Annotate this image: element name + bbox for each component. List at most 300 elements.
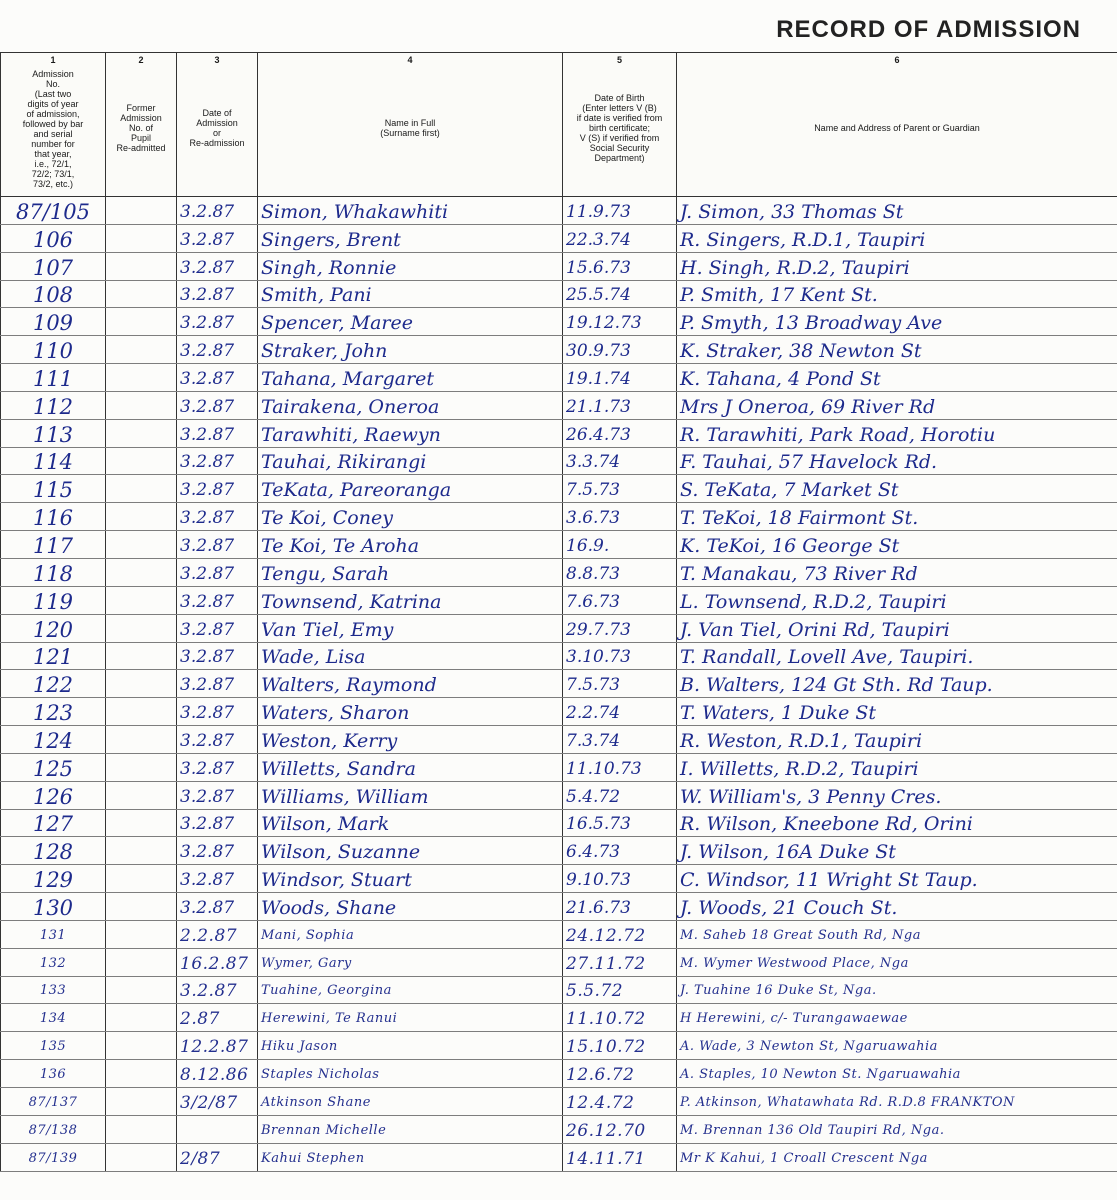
table-row (1, 1032, 1117, 1060)
former-no-cell (106, 642, 177, 670)
admission-date-cell (177, 558, 258, 586)
handwritten-entry: 3.2.87 (180, 535, 235, 556)
former-no-cell (106, 1032, 177, 1060)
admission-no-cell (1, 781, 106, 809)
parent-address-cell (677, 1115, 1117, 1143)
former-no-cell (106, 503, 177, 531)
handwritten-entry: 128 (32, 840, 74, 865)
handwritten-entry: 12.4.72 (566, 1092, 635, 1113)
handwritten-entry: 24.12.72 (566, 925, 646, 946)
former-no-cell (106, 364, 177, 392)
birth-date-cell (563, 558, 677, 586)
admission-no-cell (1, 475, 106, 503)
birth-date-cell (563, 976, 677, 1004)
column-number: 5 (616, 55, 622, 65)
birth-date-cell (563, 336, 677, 364)
birth-date-cell (563, 503, 677, 531)
handwritten-entry: 8.8.73 (566, 563, 621, 584)
former-no-cell (106, 1115, 177, 1143)
handwritten-entry: Mr K Kahui, 1 Croall Crescent Nga (680, 1150, 928, 1166)
column-number: 4 (407, 55, 413, 65)
admission-no-cell (1, 726, 106, 754)
admission-date-cell (177, 753, 258, 781)
admission-date-cell (177, 1143, 258, 1171)
former-no-cell (106, 558, 177, 586)
handwritten-entry: 11.10.73 (566, 758, 642, 779)
admission-no-cell (1, 391, 106, 419)
handwritten-entry: P. Smith, 17 Kent St. (680, 284, 878, 307)
name-header (258, 53, 563, 197)
birth-date-cell (563, 865, 677, 893)
handwritten-entry: 87/138 (28, 1122, 78, 1138)
handwritten-entry: 3.2.87 (180, 786, 235, 807)
handwritten-entry: C. Windsor, 11 Wright St Taup. (680, 869, 978, 892)
parent-address-cell (677, 865, 1117, 893)
admission-date-cell (177, 364, 258, 392)
handwritten-entry: 3.2.87 (180, 703, 235, 724)
admission-date-cell (177, 531, 258, 559)
pupil-name-cell (258, 1115, 563, 1143)
handwritten-entry: A. Staples, 10 Newton St. Ngaruawahia (680, 1067, 961, 1082)
admission-date-cell (177, 698, 258, 726)
parent-address-cell (677, 809, 1117, 837)
handwritten-entry: P. Smyth, 13 Broadway Ave (680, 312, 943, 335)
admission-no-cell (1, 1088, 106, 1116)
admission-no-cell (1, 447, 106, 475)
birth-date-cell (563, 197, 677, 225)
handwritten-entry: Mrs J Oneroa, 69 River Rd (680, 395, 936, 418)
handwritten-entry: 120 (32, 617, 74, 642)
handwritten-entry: 125 (32, 756, 74, 781)
handwritten-entry: 16.2.87 (180, 953, 249, 974)
handwritten-entry: Van Tiel, Emy (261, 618, 394, 641)
handwritten-entry: Straker, John (261, 340, 388, 363)
handwritten-entry: M. Saheb 18 Great South Rd, Nga (680, 927, 921, 943)
table-row (1, 726, 1117, 754)
handwritten-entry: Hiku Jason (261, 1039, 338, 1055)
parent-address-cell (677, 336, 1117, 364)
birth-date-cell (563, 753, 677, 781)
handwritten-entry: 3.2.87 (180, 814, 235, 835)
table-row (1, 614, 1117, 642)
handwritten-entry: 119 (32, 589, 74, 614)
admission-no-cell (1, 252, 106, 280)
admission-no-cell (1, 948, 106, 976)
birth-date-cell (563, 586, 677, 614)
admission-no-cell (1, 503, 106, 531)
handwritten-entry: Kahui Stephen (261, 1150, 365, 1166)
parent-address-cell (677, 391, 1117, 419)
former-no-cell (106, 475, 177, 503)
handwritten-entry: Staples Nicholas (261, 1067, 380, 1082)
handwritten-entry: 124 (32, 728, 74, 753)
parent-address-cell (677, 1143, 1117, 1171)
table-row (1, 503, 1117, 531)
handwritten-entry: Wade, Lisa (261, 646, 366, 669)
table-row (1, 197, 1117, 225)
admission-no-cell (1, 308, 106, 336)
handwritten-entry: 25.5.74 (566, 285, 631, 306)
table-row (1, 280, 1117, 308)
birth-date-cell (563, 781, 677, 809)
table-row (1, 1060, 1117, 1088)
parent-address-cell (677, 976, 1117, 1004)
handwritten-entry: 110 (32, 339, 74, 364)
pupil-name-cell (258, 558, 563, 586)
handwritten-entry: 127 (32, 812, 74, 837)
birth-date-cell (563, 1060, 677, 1088)
table-row (1, 252, 1117, 280)
handwritten-entry: 132 (39, 955, 67, 971)
admission-date-cell (177, 809, 258, 837)
handwritten-entry: Wymer, Gary (261, 955, 352, 971)
handwritten-entry: 3.2.87 (180, 368, 235, 389)
admission-date-cell (177, 224, 258, 252)
pupil-name-cell (258, 976, 563, 1004)
handwritten-entry: 121 (32, 645, 74, 670)
handwritten-entry: R. Weston, R.D.1, Taupiri (680, 729, 923, 752)
table-row (1, 753, 1117, 781)
handwritten-entry: 3.6.73 (566, 508, 621, 529)
pupil-name-cell (258, 224, 563, 252)
table-row (1, 308, 1117, 336)
pupil-name-cell (258, 809, 563, 837)
former-no-cell (106, 1088, 177, 1116)
pupil-name-cell (258, 419, 563, 447)
former-no-cell (106, 781, 177, 809)
table-row (1, 642, 1117, 670)
parent-address-cell (677, 558, 1117, 586)
birth-date-cell (563, 837, 677, 865)
former-no-cell (106, 948, 177, 976)
pupil-name-cell (258, 670, 563, 698)
birth-date-cell (563, 1115, 677, 1143)
handwritten-entry: 12.6.72 (566, 1065, 635, 1085)
table-row (1, 364, 1117, 392)
handwritten-entry: 11.9.73 (566, 201, 631, 222)
parent-address-cell (677, 948, 1117, 976)
birth-date-cell (563, 364, 677, 392)
pupil-name-cell (258, 1143, 563, 1171)
former-no-cell (106, 447, 177, 475)
handwritten-entry: 3.2.87 (180, 508, 235, 529)
handwritten-entry: 136 (39, 1067, 67, 1082)
pupil-name-cell (258, 531, 563, 559)
admission-date-cell (177, 614, 258, 642)
handwritten-entry: Te Koi, Te Aroha (261, 534, 420, 557)
admission-date-cell (177, 586, 258, 614)
handwritten-entry: 87/105 (16, 199, 90, 224)
handwritten-entry: K. Straker, 38 Newton St (680, 340, 922, 363)
admission-date-cell (177, 1088, 258, 1116)
birth-date-cell (563, 252, 677, 280)
birth-date-cell (563, 1004, 677, 1032)
former-no-cell (106, 865, 177, 893)
handwritten-entry: 3.2.87 (180, 842, 235, 863)
former-no-cell (106, 753, 177, 781)
admission-date-cell (177, 893, 258, 921)
admission-no-cell (1, 224, 106, 252)
table-row (1, 558, 1117, 586)
parent-address-cell (677, 1060, 1117, 1088)
handwritten-entry: 7.3.74 (566, 730, 621, 751)
table-row (1, 475, 1117, 503)
parent-address-cell (677, 893, 1117, 921)
birth-date-cell (563, 920, 677, 948)
parent-address-cell (677, 1032, 1117, 1060)
birth-date-cell (563, 1032, 677, 1060)
admission-no-cell (1, 920, 106, 948)
handwritten-entry: Singh, Ronnie (261, 256, 397, 279)
birth-date-cell (563, 391, 677, 419)
admission-date-cell (177, 391, 258, 419)
handwritten-entry: J. Wilson, 16A Duke St (680, 841, 896, 864)
handwritten-entry: 3.3.74 (566, 452, 621, 473)
page-title: RECORD OF ADMISSION (776, 16, 1081, 43)
parent-address-cell (677, 698, 1117, 726)
table-row (1, 1088, 1117, 1116)
handwritten-entry: Mani, Sophia (261, 927, 355, 943)
parent-address-cell (677, 224, 1117, 252)
handwritten-entry: F. Tauhai, 57 Havelock Rd. (680, 451, 938, 474)
handwritten-entry: 5.4.72 (566, 786, 621, 807)
admission-no-cell (1, 865, 106, 893)
former-no-cell (106, 252, 177, 280)
former-no-cell (106, 224, 177, 252)
admission-no-cell (1, 586, 106, 614)
handwritten-entry: 129 (32, 868, 74, 893)
table-row (1, 1115, 1117, 1143)
birth-date-cell (563, 419, 677, 447)
pupil-name-cell (258, 447, 563, 475)
handwritten-entry: 3.2.87 (180, 647, 235, 668)
pupil-name-cell (258, 280, 563, 308)
handwritten-entry: T. Randall, Lovell Ave, Taupiri. (680, 646, 974, 669)
handwritten-entry: T. Manakau, 73 River Rd (680, 562, 918, 585)
admission-date-cell (177, 837, 258, 865)
former-no-cell (106, 1143, 177, 1171)
handwritten-entry: Simon, Whakawhiti (261, 200, 449, 223)
table-row (1, 391, 1117, 419)
former-no-cell (106, 197, 177, 225)
handwritten-entry: 3.2.87 (180, 870, 235, 891)
handwritten-entry: 133 (39, 983, 67, 999)
birth-date-cell (563, 948, 677, 976)
pupil-name-cell (258, 726, 563, 754)
admission-date-cell (177, 781, 258, 809)
admission-date-cell (177, 308, 258, 336)
handwritten-entry: Williams, William (261, 785, 429, 808)
handwritten-entry: 114 (32, 450, 74, 475)
admission-no-cell (1, 837, 106, 865)
parent-address-cell (677, 642, 1117, 670)
handwritten-entry: 3.2.87 (180, 619, 235, 640)
table-row (1, 586, 1117, 614)
table-row (1, 781, 1117, 809)
pupil-name-cell (258, 753, 563, 781)
admission-no-cell (1, 531, 106, 559)
admission-date-cell (177, 419, 258, 447)
handwritten-entry: 3.2.87 (180, 396, 235, 417)
pupil-name-cell (258, 614, 563, 642)
birth-date-cell (563, 726, 677, 754)
former-no-cell (106, 837, 177, 865)
handwritten-entry: 131 (39, 927, 67, 943)
parent-address-cell (677, 447, 1117, 475)
handwritten-entry: Woods, Shane (261, 896, 397, 919)
handwritten-entry: Willetts, Sandra (261, 757, 416, 780)
former-no-cell (106, 726, 177, 754)
admission-no-cell (1, 893, 106, 921)
handwritten-entry: 87/139 (28, 1150, 78, 1166)
birth-date-cell (563, 1088, 677, 1116)
former-no-cell (106, 1004, 177, 1032)
handwritten-entry: K. TeKoi, 16 George St (680, 534, 900, 557)
handwritten-entry: J. Simon, 33 Thomas St (680, 200, 904, 223)
handwritten-entry: 116 (32, 506, 74, 531)
handwritten-entry: 27.11.72 (566, 953, 646, 974)
handwritten-entry: M. Wymer Westwood Place, Nga (680, 955, 909, 971)
handwritten-entry: 122 (32, 673, 74, 698)
pupil-name-cell (258, 781, 563, 809)
parent-address-cell (677, 531, 1117, 559)
admission-date-cell (177, 948, 258, 976)
handwritten-entry: Windsor, Stuart (261, 869, 412, 892)
handwritten-entry: 11.10.72 (566, 1009, 646, 1030)
table-row (1, 809, 1117, 837)
former-no-cell (106, 531, 177, 559)
handwritten-entry: 2.2.74 (566, 703, 621, 724)
handwritten-entry: TeKata, Pareoranga (261, 479, 452, 502)
birth-date-cell (563, 531, 677, 559)
handwritten-entry: J. Tuahine 16 Duke St, Nga. (680, 983, 877, 999)
admission-date-cell (177, 1115, 258, 1143)
handwritten-entry: J. Van Tiel, Orini Rd, Taupiri (680, 618, 950, 641)
handwritten-entry: Wilson, Mark (261, 813, 390, 836)
parent-address-cell (677, 726, 1117, 754)
handwritten-entry: 3.10.73 (566, 647, 631, 668)
parent-address-cell (677, 280, 1117, 308)
handwritten-entry: Brennan Michelle (261, 1122, 387, 1138)
parent-address-cell (677, 920, 1117, 948)
birth-date-cell (563, 670, 677, 698)
handwritten-entry: T. TeKoi, 18 Fairmont St. (680, 507, 919, 530)
handwritten-entry: 3.2.87 (180, 341, 235, 362)
parent-address-cell (677, 781, 1117, 809)
admission-date-cell (177, 197, 258, 225)
pupil-name-cell (258, 475, 563, 503)
table-row (1, 670, 1117, 698)
handwritten-entry: 106 (32, 227, 74, 252)
pupil-name-cell (258, 586, 563, 614)
handwritten-entry: 3.2.87 (180, 424, 235, 445)
handwritten-entry: 9.10.73 (566, 870, 631, 891)
former-no-cell (106, 670, 177, 698)
former-no-cell (106, 419, 177, 447)
handwritten-entry: Smith, Pani (261, 284, 372, 307)
column-number: 3 (214, 55, 220, 65)
column-heading: Name and Address of Parent or Guardian (814, 123, 980, 133)
handwritten-entry: 26.12.70 (566, 1120, 646, 1141)
parent-address-cell (677, 252, 1117, 280)
admission-no-cell (1, 753, 106, 781)
admission-no-cell (1, 976, 106, 1004)
handwritten-entry: Tahana, Margaret (261, 367, 435, 390)
handwritten-entry: 134 (39, 1011, 67, 1027)
pupil-name-cell (258, 642, 563, 670)
pupil-name-cell (258, 837, 563, 865)
table-row (1, 976, 1117, 1004)
birth-date-cell (563, 1143, 677, 1171)
admission-no-cell (1, 1004, 106, 1032)
table-row (1, 920, 1117, 948)
parent-address-cell (677, 308, 1117, 336)
birth-date-cell (563, 308, 677, 336)
handwritten-entry: 3.2.87 (180, 201, 235, 222)
handwritten-entry: 87/137 (28, 1094, 78, 1110)
handwritten-entry: 109 (32, 311, 74, 336)
handwritten-entry: 135 (39, 1039, 67, 1055)
handwritten-entry: 21.6.73 (566, 897, 631, 918)
admission-no-cell (1, 809, 106, 837)
handwritten-entry: Tuahine, Georgina (261, 983, 392, 999)
column-heading: Date of Birth (Enter letters V (B) if date is verified from birth certificate; V (S) if verified from Social Security Department) (576, 93, 663, 163)
handwritten-entry: 3/2/87 (180, 1092, 238, 1113)
admission-no-header (1, 53, 106, 197)
handwritten-entry: S. TeKata, 7 Market St (680, 479, 899, 502)
handwritten-entry: R. Tarawhiti, Park Road, Horotiu (680, 423, 996, 446)
parent-address-cell (677, 364, 1117, 392)
handwritten-entry: 21.1.73 (566, 396, 631, 417)
handwritten-entry: 3.2.87 (180, 897, 235, 918)
column-number: 6 (894, 55, 900, 65)
former-no-cell (106, 920, 177, 948)
admission-date-cell (177, 920, 258, 948)
handwritten-entry: 12.2.87 (180, 1037, 249, 1058)
admission-no-cell (1, 197, 106, 225)
handwritten-entry: 3.2.87 (180, 452, 235, 473)
parent-address-cell (677, 753, 1117, 781)
table-row (1, 1004, 1117, 1032)
handwritten-entry: 29.7.73 (566, 619, 631, 640)
handwritten-entry: R. Wilson, Kneebone Rd, Orini (680, 813, 973, 836)
handwritten-entry: A. Wade, 3 Newton St, Ngaruawahia (680, 1039, 938, 1055)
pupil-name-cell (258, 865, 563, 893)
handwritten-entry: 115 (32, 478, 74, 503)
handwritten-entry: 118 (32, 561, 74, 586)
former-no-cell (106, 280, 177, 308)
birth-date-cell (563, 224, 677, 252)
admission-no-cell (1, 614, 106, 642)
handwritten-entry: 123 (32, 701, 74, 726)
handwritten-entry: 2.87 (180, 1009, 220, 1030)
parent-address-header (677, 53, 1117, 197)
handwritten-entry: R. Singers, R.D.1, Taupiri (680, 228, 926, 251)
handwritten-entry: Singers, Brent (261, 228, 401, 251)
handwritten-entry: 22.3.74 (566, 229, 631, 250)
admission-date-cell (177, 447, 258, 475)
pupil-name-cell (258, 197, 563, 225)
handwritten-entry: 108 (32, 283, 74, 308)
admission-no-cell (1, 1115, 106, 1143)
handwritten-entry: Townsend, Katrina (261, 590, 442, 613)
handwritten-entry: Herewini, Te Ranui (261, 1011, 398, 1027)
handwritten-entry: 16.9. (566, 535, 610, 556)
handwritten-entry: 126 (32, 784, 74, 809)
admission-date-cell (177, 726, 258, 754)
handwritten-entry: 3.2.87 (180, 730, 235, 751)
column-number: 2 (138, 55, 144, 65)
